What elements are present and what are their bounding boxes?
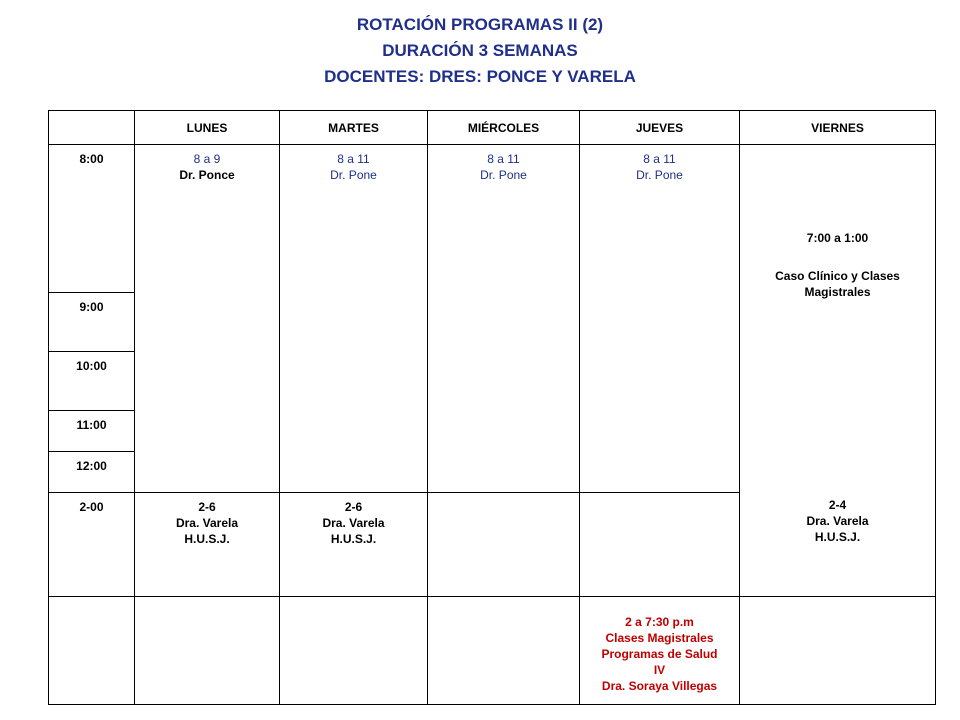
martes-afternoon-who: Dra. Varela xyxy=(322,516,385,530)
title-line-1: ROTACIÓN PROGRAMAS II (2) xyxy=(356,15,604,34)
lunes-morning-who: Dr. Ponce xyxy=(179,168,235,182)
time-9: 9:00 xyxy=(49,293,135,352)
viernes-block xyxy=(740,145,936,597)
jueves-evening-l5: Dra. Soraya Villegas xyxy=(601,678,718,693)
jueves-morning-time: 8 a 11 xyxy=(643,152,676,166)
header-lunes: LUNES xyxy=(135,111,280,145)
jueves-morning-who: Dr. Pone xyxy=(636,168,683,182)
viernes-afternoon-who: Dra. Varela xyxy=(806,514,869,528)
lunes-afternoon xyxy=(135,493,280,597)
jueves-evening-l2: Clases Magistrales xyxy=(605,630,714,645)
viernes-afternoon-place: H.U.S.J. xyxy=(814,530,861,544)
viernes-evening xyxy=(740,597,936,705)
jueves-evening-l3: Programas de Salud xyxy=(601,646,718,661)
header-viernes: VIERNES xyxy=(740,111,936,145)
martes-afternoon-place: H.U.S.J. xyxy=(330,532,377,546)
lunes-afternoon-place: H.U.S.J. xyxy=(184,532,230,546)
schedule-table xyxy=(48,110,936,705)
jueves-evening xyxy=(580,597,740,705)
title-line-3: DOCENTES: DRES: PONCE Y VARELA xyxy=(324,67,636,86)
martes-morning xyxy=(280,145,428,493)
miercoles-evening xyxy=(428,597,580,705)
jueves-afternoon xyxy=(580,493,740,597)
viernes-morning-time: 7:00 a 1:00 xyxy=(806,231,869,245)
header-corner xyxy=(49,111,135,145)
viernes-afternoon xyxy=(740,497,935,545)
miercoles-morning xyxy=(428,145,580,493)
row-8 xyxy=(49,145,936,293)
martes-morning-time: 8 a 11 xyxy=(337,152,370,166)
martes-afternoon-time: 2-6 xyxy=(344,500,363,514)
header-jueves: JUEVES xyxy=(580,111,740,145)
miercoles-morning-who: Dr. Pone xyxy=(480,168,527,182)
header-martes: MARTES xyxy=(280,111,428,145)
time-2: 2-00 xyxy=(49,493,135,597)
time-evening xyxy=(49,597,135,705)
martes-evening xyxy=(280,597,428,705)
lunes-morning xyxy=(135,145,280,493)
lunes-evening xyxy=(135,597,280,705)
miercoles-afternoon xyxy=(428,493,580,597)
miercoles-morning-time: 8 a 11 xyxy=(487,152,520,166)
martes-morning-who: Dr. Pone xyxy=(330,168,377,182)
title-line-2: DURACIÓN 3 SEMANAS xyxy=(382,41,578,60)
jueves-evening-l1: 2 a 7:30 p.m xyxy=(625,614,694,629)
lunes-afternoon-time: 2-6 xyxy=(198,500,216,514)
time-10: 10:00 xyxy=(49,352,135,411)
time-11: 11:00 xyxy=(49,411,135,452)
time-12: 12:00 xyxy=(49,452,135,493)
viernes-morning-desc1: Caso Clínico y Clases xyxy=(775,269,900,283)
viernes-morning xyxy=(740,230,935,300)
jueves-morning xyxy=(580,145,740,493)
jueves-evening-l4: IV xyxy=(653,662,666,677)
viernes-morning-desc2: Magistrales xyxy=(804,285,871,299)
lunes-afternoon-who: Dra. Varela xyxy=(175,516,239,530)
header-row xyxy=(49,111,936,145)
header-miercoles: MIÉRCOLES xyxy=(428,111,580,145)
martes-afternoon xyxy=(280,493,428,597)
row-evening xyxy=(49,597,936,705)
viernes-afternoon-time: 2-4 xyxy=(828,498,847,512)
lunes-morning-time: 8 a 9 xyxy=(193,152,221,166)
time-8: 8:00 xyxy=(49,145,135,293)
